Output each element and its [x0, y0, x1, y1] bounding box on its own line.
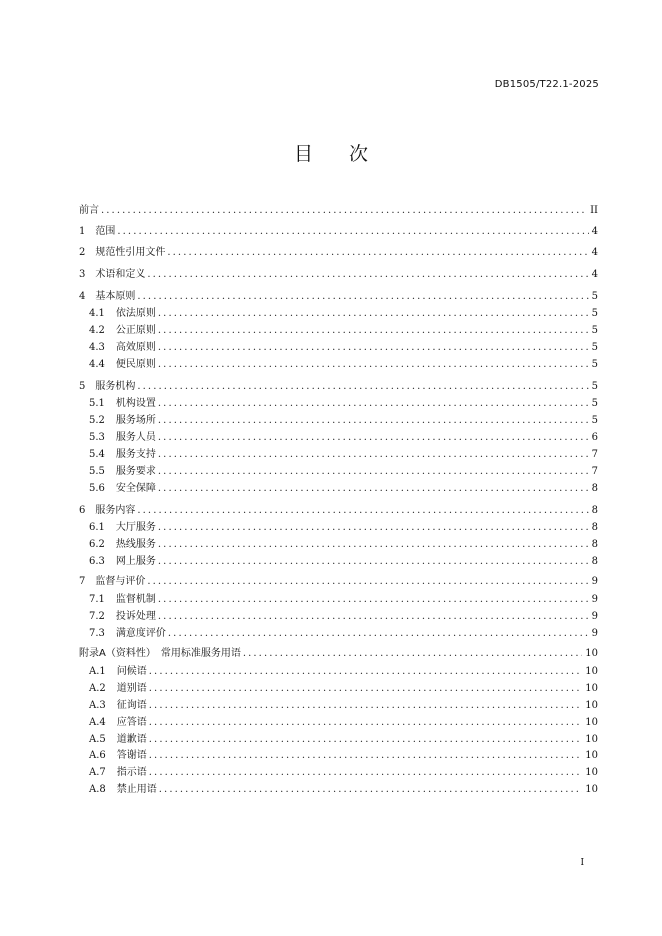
toc-dot-leader — [137, 291, 588, 303]
toc-entry-label: 服务场所 — [115, 415, 156, 426]
toc-entry[interactable] — [89, 429, 598, 444]
toc-entry[interactable] — [89, 680, 598, 695]
toc-dot-leader — [158, 415, 589, 427]
toc-entry-label: 公正原则 — [115, 325, 156, 336]
toc-entry[interactable] — [89, 625, 598, 640]
toc-entry-number: 7.1 — [89, 594, 105, 605]
toc-entry-label: 服务机构 — [95, 381, 136, 392]
toc-entry-number: 5.5 — [89, 466, 105, 477]
toc-entry[interactable] — [89, 591, 598, 606]
toc-entry-label: 监督与评价 — [95, 576, 146, 587]
toc-dot-leader — [101, 205, 587, 217]
toc-dot-leader — [158, 325, 589, 337]
toc-entry[interactable] — [89, 463, 598, 478]
toc-entry[interactable] — [89, 395, 598, 410]
toc-entry-label: 道别语 — [116, 683, 147, 694]
toc-dot-leader — [117, 226, 588, 238]
toc-entry-page: 8 — [591, 522, 598, 533]
toc-dot-leader — [168, 628, 589, 640]
toc-entry[interactable] — [89, 663, 598, 678]
toc-entry[interactable] — [89, 536, 598, 551]
toc-dot-leader — [149, 750, 583, 762]
toc-entry-number: A.1 — [89, 666, 106, 677]
toc-entry-label: 便民原则 — [115, 359, 156, 370]
toc-entry-label: 指示语 — [116, 767, 147, 778]
toc-entry-page: 4 — [591, 247, 598, 258]
toc-dot-leader — [158, 556, 589, 568]
toc-entry-page: 10 — [585, 750, 598, 761]
toc-entry[interactable] — [89, 339, 598, 354]
toc-entry[interactable] — [79, 223, 598, 238]
toc-dot-leader — [137, 505, 588, 517]
toc-entry[interactable] — [79, 378, 598, 393]
toc-entry-number: 7.2 — [89, 611, 105, 622]
toc-entry-page: 7 — [591, 466, 598, 477]
toc-entry[interactable] — [89, 747, 598, 762]
toc-entry[interactable] — [79, 502, 598, 517]
toc-entry-number: A.4 — [89, 717, 106, 728]
toc-dot-leader — [158, 611, 589, 623]
toc-dot-leader — [158, 466, 589, 478]
toc-entry-label: 禁止用语 — [116, 784, 157, 795]
toc-entry-label: 道歉语 — [116, 734, 147, 745]
toc-entry-page: 5 — [591, 415, 598, 426]
toc-entry-page: 5 — [591, 359, 598, 370]
toc-entry-label: 依法原则 — [115, 308, 156, 319]
toc-entry-page: 10 — [585, 784, 598, 795]
toc-entry[interactable] — [89, 305, 598, 320]
toc-entry-page: 4 — [591, 269, 598, 280]
toc-entry[interactable] — [89, 731, 598, 746]
toc-entry-page: 5 — [591, 398, 598, 409]
toc-dot-leader — [149, 734, 583, 746]
toc-entry[interactable] — [79, 645, 598, 660]
toc-entry-number: 5.1 — [89, 398, 105, 409]
toc-entry-page: 10 — [585, 683, 598, 694]
toc-dot-leader — [158, 483, 589, 495]
toc-entry-page: 10 — [585, 648, 598, 659]
toc-entry-number: 5.4 — [89, 449, 105, 460]
toc-entry-number: A.3 — [89, 700, 106, 711]
toc-entry[interactable] — [89, 764, 598, 779]
toc-entry-number: 2 — [79, 247, 86, 258]
toc-entry[interactable] — [89, 608, 598, 623]
toc-entry-page: 5 — [591, 308, 598, 319]
toc-entry-page: 5 — [591, 381, 598, 392]
toc-entry-number: A.2 — [89, 683, 106, 694]
toc-entry-label: 征询语 — [116, 700, 147, 711]
toc-entry-number: 7 — [79, 576, 86, 587]
toc-entry[interactable] — [89, 412, 598, 427]
toc-dot-leader — [158, 359, 589, 371]
toc-entry-label: 附录A（资料性） 常用标准服务用语 — [79, 648, 241, 659]
toc-entry-number: 5.2 — [89, 415, 105, 426]
toc-entry[interactable] — [89, 697, 598, 712]
toc-dot-leader — [147, 269, 588, 281]
toc-dot-leader — [149, 666, 583, 678]
toc-entry-label: 问候语 — [116, 666, 147, 677]
toc-entry-number: 6.2 — [89, 539, 105, 550]
toc-entry-number: 1 — [79, 226, 86, 237]
toc-dot-leader — [243, 648, 582, 660]
toc-entry-number: 4.2 — [89, 325, 105, 336]
toc-entry-number: 4 — [79, 291, 86, 302]
toc-entry[interactable] — [79, 244, 598, 259]
toc-dot-leader — [158, 449, 589, 461]
toc-entry-label: 术语和定义 — [95, 269, 146, 280]
toc-entry[interactable] — [79, 266, 598, 281]
toc-dot-leader — [158, 432, 589, 444]
toc-entry-number: 5 — [79, 381, 86, 392]
toc-dot-leader — [149, 700, 583, 712]
toc-entry-label: 机构设置 — [115, 398, 156, 409]
toc-entry-number: 4.1 — [89, 308, 105, 319]
toc-entry-label: 安全保障 — [115, 483, 156, 494]
toc-entry[interactable] — [89, 356, 598, 371]
toc-dot-leader — [158, 539, 589, 551]
toc-dot-leader — [158, 594, 589, 606]
toc-entry-page: 10 — [585, 700, 598, 711]
toc-entry-page: 10 — [585, 717, 598, 728]
toc-entry-page: 5 — [591, 325, 598, 336]
toc-entry-number: A.7 — [89, 767, 106, 778]
toc-entry-number: 6.1 — [89, 522, 105, 533]
toc-entry-number: 5.3 — [89, 432, 105, 443]
toc-entry-page: 6 — [591, 432, 598, 443]
toc-dot-leader — [149, 767, 583, 779]
toc-entry-page: 9 — [591, 576, 598, 587]
toc-dot-leader — [149, 683, 583, 695]
toc-entry-label: 服务要求 — [115, 466, 156, 477]
toc-dot-leader — [158, 522, 589, 534]
toc-entry-number: A.8 — [89, 784, 106, 795]
toc-entry[interactable] — [79, 573, 598, 588]
toc-dot-leader — [137, 381, 588, 393]
toc-entry[interactable] — [89, 480, 598, 495]
page-title: 目次 — [293, 143, 404, 165]
toc-entry-number: A.6 — [89, 750, 106, 761]
toc-entry-label: 监督机制 — [115, 594, 156, 605]
toc-entry-number: 3 — [79, 269, 86, 280]
toc-entry-label: 范围 — [95, 226, 116, 237]
document-code: DB1505/T22.1-2025 — [494, 79, 599, 90]
toc-entry-page: 10 — [585, 767, 598, 778]
toc-entry[interactable] — [89, 553, 598, 568]
toc-entry[interactable] — [89, 781, 598, 796]
toc-entry-label: 投诉处理 — [115, 611, 156, 622]
toc-entry-number: 6.3 — [89, 556, 105, 567]
toc-entry-label: 答谢语 — [116, 750, 147, 761]
toc-entry-label: 热线服务 — [115, 539, 156, 550]
toc-entry-label: 满意度评价 — [115, 628, 166, 639]
toc-entry-page: 8 — [591, 539, 598, 550]
toc-entry-label: 前言 — [79, 205, 99, 216]
toc-entry-page: 8 — [591, 556, 598, 567]
toc-entry-label: 服务支持 — [115, 449, 156, 460]
toc-entry-page: 10 — [585, 666, 598, 677]
toc-entry-page: 7 — [591, 449, 598, 460]
toc-entry[interactable] — [89, 322, 598, 337]
toc-entry-page: II — [590, 205, 598, 216]
toc-entry[interactable] — [89, 714, 598, 729]
toc-dot-leader — [149, 717, 583, 729]
toc-entry-number: 7.3 — [89, 628, 105, 639]
toc-entry-page: 8 — [591, 505, 598, 516]
toc-entry-page: 8 — [591, 483, 598, 494]
toc-entry-number: 6 — [79, 505, 86, 516]
toc-entry-number: 5.6 — [89, 483, 105, 494]
toc-entry[interactable] — [89, 519, 598, 534]
toc-entry-page: 9 — [591, 611, 598, 622]
toc-dot-leader — [147, 576, 588, 588]
toc-entry-number: 4.3 — [89, 342, 105, 353]
toc-entry-label: 服务内容 — [95, 505, 136, 516]
toc-entry-label: 基本原则 — [95, 291, 136, 302]
toc-dot-leader — [167, 247, 588, 259]
toc-entry-page: 4 — [591, 226, 598, 237]
toc-dot-leader — [158, 308, 589, 320]
toc-dot-leader — [159, 784, 583, 796]
toc-entry-label: 高效原则 — [115, 342, 156, 353]
toc-entry-label: 服务人员 — [115, 432, 156, 443]
page-number: I — [580, 858, 584, 868]
toc-entry-number: A.5 — [89, 734, 106, 745]
toc-dot-leader — [158, 398, 589, 410]
toc-entry-page: 5 — [591, 291, 598, 302]
toc-entry-page: 9 — [591, 628, 598, 639]
toc-entry[interactable] — [89, 446, 598, 461]
toc-entry-page: 10 — [585, 734, 598, 745]
toc-entry-label: 网上服务 — [115, 556, 156, 567]
toc-entry[interactable] — [79, 202, 598, 217]
toc-entry-page: 9 — [591, 594, 598, 605]
toc-entry-number: 4.4 — [89, 359, 105, 370]
toc-entry-label: 应答语 — [116, 717, 147, 728]
toc-entry-label: 规范性引用文件 — [95, 247, 166, 258]
toc-dot-leader — [158, 342, 589, 354]
toc-entry[interactable] — [79, 288, 598, 303]
toc-entry-page: 5 — [591, 342, 598, 353]
toc-entry-label: 大厅服务 — [115, 522, 156, 533]
